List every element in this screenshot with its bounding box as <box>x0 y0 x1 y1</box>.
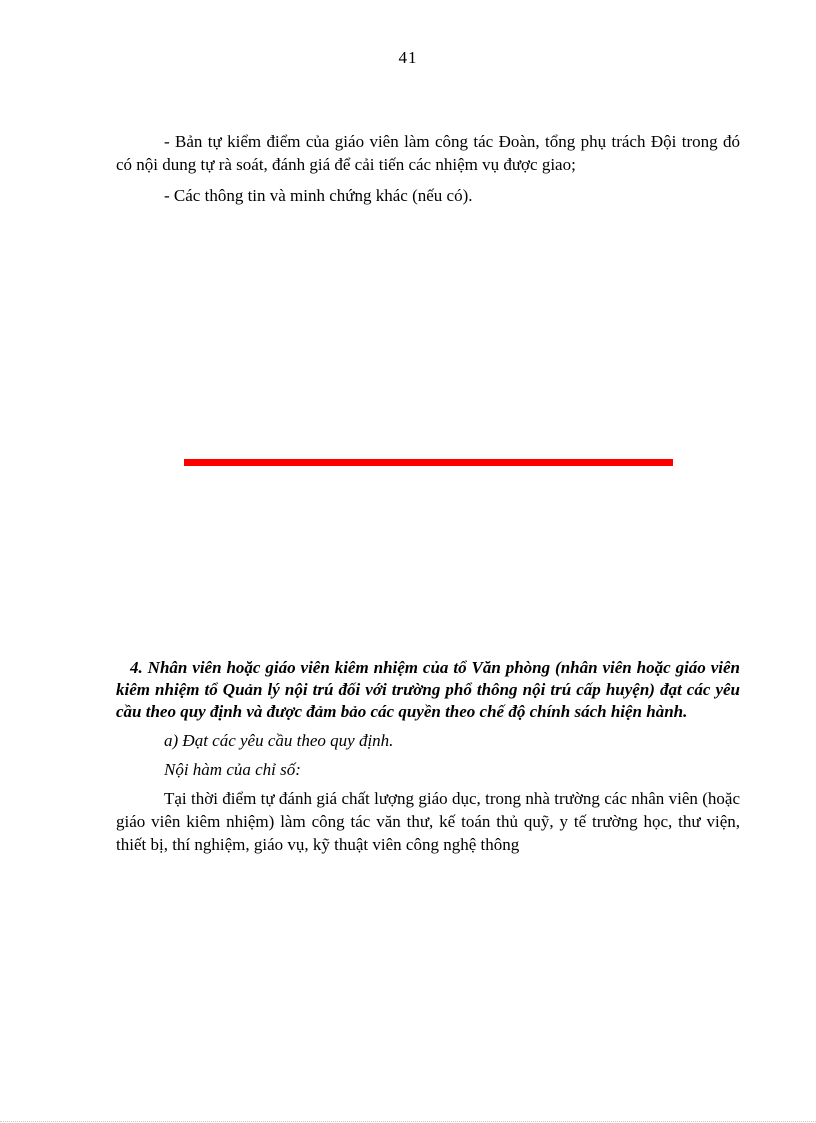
paragraph-self-review: - Bản tự kiểm điểm của giáo viên làm công tác Đoàn, tổng phụ trách Đội trong đó có nội dung tự rà soát, đánh giá để cải tiến các nhiệm vụ được giao; <box>116 132 740 174</box>
page-bottom-border <box>0 1121 816 1122</box>
sub-heading: a) Đạt các yêu cầu theo quy định. <box>164 731 394 750</box>
top-text-block <box>116 130 740 215</box>
indicator-label: Nội hàm của chỉ số: <box>164 760 301 779</box>
body-paragraph: Tại thời điểm tự đánh giá chất lượng giáo dục, trong nhà trường các nhân viên (hoặc giáo viên kiêm nhiệm) làm công tác văn thư, kế toán thủ quỹ, y tế trường học, thư viện, thiết bị, thí nghiệm, giáo vụ, kỹ thuật viên công nghệ thông <box>116 789 740 854</box>
bottom-text-block <box>116 657 740 864</box>
paragraph-other-evidence: - Các thông tin và minh chứng khác (nếu có). <box>164 186 473 205</box>
red-divider-bar <box>184 459 673 466</box>
section-heading: 4. Nhân viên hoặc giáo viên kiêm nhiệm của tổ Văn phòng (nhân viên hoặc giáo viên kiêm nhiệm tổ Quản lý nội trú đối với trường phổ thông nội trú cấp huyện) đạt các yêu cầu theo quy định và được đảm bảo các quyền theo chế độ chính sách hiện hành. <box>116 658 740 721</box>
page-number: 41 <box>398 48 418 67</box>
